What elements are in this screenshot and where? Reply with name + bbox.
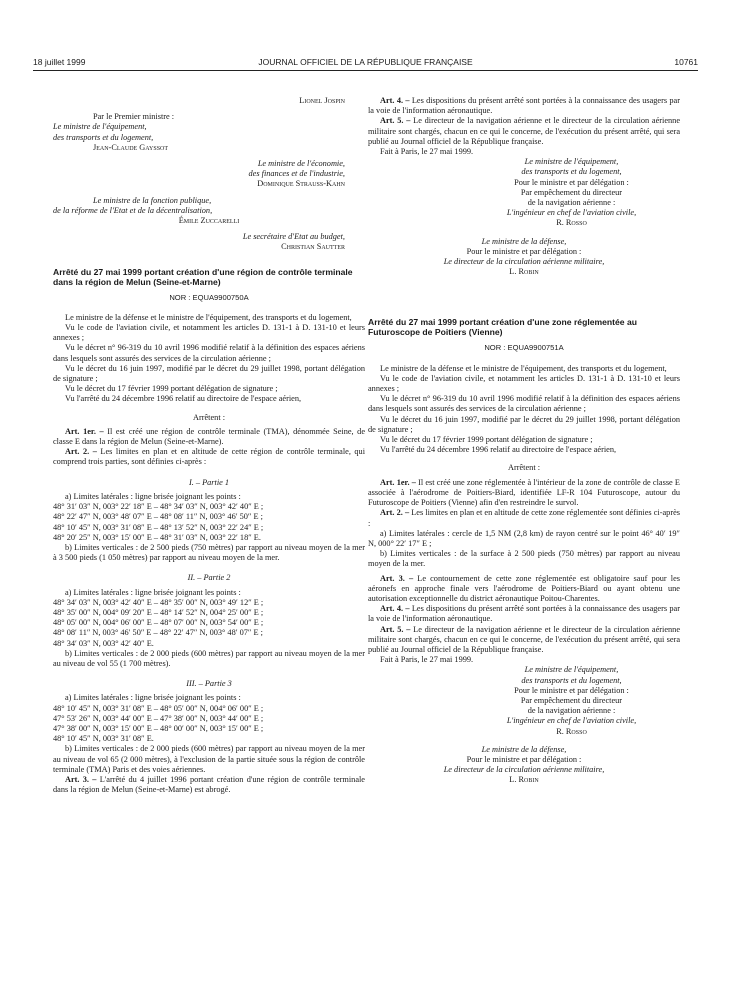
coordinate-line: 48° 35′ 00″ N, 004° 09′ 20″ E – 48° 14′ 52″ N, 004° 25′ 00″ E ;	[53, 607, 264, 617]
arretent-heading: Arrêtent :	[192, 412, 226, 422]
article-label: Art. 3. –	[380, 573, 414, 583]
signature-block	[53, 96, 365, 253]
signature-equipement	[368, 157, 680, 228]
visa-line: Vu le code de l'aviation civile, et notamment les articles D. 131-1 à D. 131-10 et leurs annexes ;	[53, 323, 365, 343]
signature-line: Le ministre de la défense,	[481, 236, 567, 246]
coordinate-line: 48° 31′ 03″ N, 003° 22′ 18″ E – 48° 34′ 03″ N, 003° 42′ 40″ E ;	[53, 502, 264, 512]
coordinate-line: 48° 10′ 45″ N, 003° 31′ 08″ E – 48° 05′ 00″ N, 004° 06′ 00″ E ;	[53, 703, 264, 713]
article-label: Art. 5. –	[380, 116, 411, 126]
article-text: Le directeur de la navigation aérienne et le directeur de la circulation aérienne militaire sont chargés, chacun en ce qui le concerne, de l'exécution du présent arrêté, qui sera publié au Journal officiel de la République française.	[368, 116, 681, 146]
article-4-b	[368, 604, 680, 624]
signature-line: Le ministre de l'équipement,	[53, 122, 147, 132]
article-2	[53, 447, 365, 467]
visa-line: Vu le code de l'aviation civile, et notamment les articles D. 131-1 à D. 131-10 et leurs annexes ;	[368, 373, 680, 394]
fait-a-paris: Fait à Paris, le 27 mai 1999.	[380, 147, 474, 157]
article-label: Art. 4. –	[380, 604, 410, 614]
signature-line: de la navigation aérienne :	[527, 706, 616, 716]
coordinate-line: 47° 53′ 26″ N, 003° 44′ 00″ E – 47° 38′ 00″ N, 003° 44′ 00″ E ;	[53, 713, 264, 723]
decree-title: Arrêté du 27 mai 1999 portant création d'une région de contrôle terminale dans la région de Melun (Seine-et-Marne)	[53, 266, 353, 287]
signature-line: Émile Zuccarelli	[178, 216, 240, 226]
article-label: Art. 2. –	[380, 508, 410, 518]
part-2-vertical: b) Limites verticales : de 2 000 pieds (600 mètres) par rapport au niveau moyen de la mer au niveau de vol 55 (1 700 mètres).	[53, 648, 365, 668]
article-label: Art. 2. –	[65, 447, 97, 457]
article-3	[53, 775, 365, 795]
article-3-b	[368, 574, 680, 605]
signature-line: Le ministre de la fonction publique,	[93, 195, 212, 205]
article-1	[53, 427, 365, 447]
nor-reference: NOR : EQUA9900750A	[169, 292, 249, 302]
signature-line: de la réforme de l'Etat et de la décentralisation,	[53, 205, 213, 215]
part-2-coordinates	[53, 598, 365, 649]
article-label: Art. 1er. –	[380, 477, 416, 487]
signature-line: Pour le ministre et par délégation :	[466, 246, 582, 256]
signature-line: Le secrétaire d'Etat au budget,	[242, 232, 345, 242]
part-3-vertical: b) Limites verticales : de 2 000 pieds (600 mètres) par rapport au niveau moyen de la mer au niveau de vol 65 (2 000 mètres), à l'exclusion de la partie située sous la région de contrôle terminale (TMA) Paris et des voies aériennes.	[53, 744, 365, 774]
article-label: Art. 3. –	[65, 774, 97, 784]
article-text: Le contournement de cette zone réglementée est obligatoire sauf pour les aéronefs en approche finale vers l'aérodrome de Poitiers-Biard ou ayant obtenu une autorisation exceptionnelle du district aéronautique Poitou-Charentes.	[368, 573, 681, 603]
visas-list-2	[368, 364, 680, 456]
visa-line: Vu le décret du 16 juin 1997, modifié par le décret du 29 juillet 1998, portant délégation de signature ;	[53, 363, 365, 384]
article-2-b	[368, 508, 680, 528]
signature-line: Le ministre de l'équipement,	[524, 157, 619, 167]
signature-line: des transports et du logement,	[53, 132, 154, 142]
coordinate-line: 48° 34′ 03″ N, 003° 42′ 40″ E – 48° 35′ 00″ N, 003° 49′ 12″ E ;	[53, 597, 264, 607]
article-label: Art. 4. –	[380, 96, 410, 105]
signature-line: Pour le ministre et par délégation :	[514, 685, 629, 695]
article-2-b-vertical: b) Limites verticales : de la surface à 2 500 pieds (750 mètres) par rapport au niveau moyen de la mer.	[368, 549, 680, 569]
part-1-vertical: b) Limites verticales : de 2 500 pieds (750 mètres) par rapport au niveau moyen de la mer à 3 500 pieds (1 050 mètres) par rapport au niveau moyen de la mer.	[53, 542, 365, 563]
article-5-b	[368, 625, 680, 656]
visa-line: Vu l'arrêté du 24 décembre 1996 relatif au directoire de l'espace aérien,	[380, 445, 617, 455]
header-rule	[33, 70, 698, 71]
signature-line: R. Rosso	[556, 218, 587, 228]
coordinate-line: 48° 20′ 25″ N, 003° 15′ 00″ E – 48° 31′ 03″ N, 003° 22′ 18″ E.	[53, 532, 261, 542]
article-text: L'arrêté du 4 juillet 1996 portant création d'une région de contrôle terminale dans la région de Melun (Seine-et-Marne) est abrogé.	[53, 774, 365, 795]
coordinate-line: 48° 22′ 47″ N, 003° 48′ 07″ E – 48° 08′ 11″ N, 003° 46′ 50″ E ;	[53, 512, 263, 522]
part-3-lateral: a) Limites latérales : ligne brisée joignant les points :	[65, 693, 241, 703]
visa-line: Le ministre de la défense et le ministre de l'équipement, des transports et du logement,	[380, 363, 667, 373]
signature-line: Jean-Claude Gayssot	[93, 142, 169, 152]
arretent-heading-2: Arrêtent :	[507, 463, 541, 473]
signature-line: Par empêchement du directeur	[520, 187, 623, 197]
header-date: 18 juillet 1999	[33, 57, 86, 67]
article-5	[368, 116, 680, 147]
coordinate-line: 48° 10′ 45″ N, 003° 31′ 08″ E – 48° 13′ 52″ N, 003° 22′ 24″ E ;	[53, 522, 264, 532]
signature-line: Le directeur de la circulation aérienne militaire,	[443, 257, 605, 267]
signature-line: L. Robin	[509, 775, 539, 785]
article-text: Les dispositions du présent arrêté sont portées à la connaissance des usagers par la voie de l'information aéronautique.	[368, 604, 681, 624]
part-1-title: I. – Partie 1	[188, 477, 230, 487]
article-text: Les limites en plan et en altitude de cette zone réglementée sont définies ci-après :	[368, 508, 680, 528]
article-label: Art. 5. –	[380, 624, 411, 634]
signature-line: des transports et du logement,	[521, 675, 622, 685]
visa-line: Vu le décret du 17 février 1999 portant délégation de signature ;	[380, 435, 593, 445]
signature-line: des finances et de l'industrie,	[248, 169, 345, 179]
fait-a-paris-2: Fait à Paris, le 27 mai 1999.	[380, 655, 474, 665]
signature-line: Par empêchement du directeur	[520, 695, 623, 705]
article-4	[368, 96, 680, 116]
article-text: Il est créé une zone réglementée à l'intérieur de la zone de contrôle de classe E associée à l'aérodrome de Poitiers-Biard, identifiée LF-R 104 Futuroscope, autour du Futuroscope de Poitiers (Vienne) afin d'en restreindre le survol.	[368, 477, 680, 508]
visa-line: Le ministre de la défense et le ministre de l'équipement, des transports et du logement,	[65, 312, 352, 322]
coordinate-line: 48° 10′ 45″ N, 003° 31′ 08″ E.	[53, 734, 154, 744]
signature-line: L'ingénieur en chef de l'aviation civile,	[506, 208, 637, 218]
signature-line: des transports et du logement,	[521, 167, 622, 177]
coordinate-line: 48° 05′ 00″ N, 004° 06′ 00″ E – 48° 07′ 00″ N, 003° 54′ 00″ E ;	[53, 618, 264, 628]
page-header	[33, 57, 698, 71]
visa-line: Vu le décret n° 96-319 du 10 avril 1996 modifié relatif à la définition des espaces aériens dans lesquels sont assurés des services de la circulation aérienne ;	[53, 343, 365, 363]
visa-line: Vu le décret du 16 juin 1997, modifié par le décret du 29 juillet 1998, portant délégation de signature ;	[368, 414, 680, 434]
signature-defense	[368, 237, 680, 278]
left-column	[53, 96, 365, 795]
signature-line: Pour le ministre et par délégation :	[466, 754, 582, 764]
signature-equipement-2	[368, 665, 680, 736]
coordinate-line: 47° 38′ 00″ N, 003° 15′ 00″ E – 48° 00′ 00″ N, 003° 15′ 00″ E ;	[53, 723, 264, 733]
visa-line: Vu l'arrêté du 24 décembre 1996 relatif au directoire de l'espace aérien,	[65, 394, 302, 404]
part-3-coordinates	[53, 704, 365, 745]
signature-defense-2	[368, 745, 680, 786]
header-page-number: 10761	[674, 57, 698, 67]
part-2-title: II. – Partie 2	[187, 573, 231, 583]
nor-reference-2: NOR : EQUA9900751A	[484, 343, 564, 353]
signature-line: Christian Sautter	[281, 242, 345, 252]
visa-line: Vu le décret n° 96-319 du 10 avril 1996 modifié relatif à la définition des espaces aériens dans lesquels sont assurés des services de la circulation aérienne ;	[368, 394, 680, 414]
header-journal-title: JOURNAL OFFICIEL DE LA RÉPUBLIQUE FRANÇAISE	[258, 57, 473, 67]
article-label: Art. 1er. –	[65, 426, 104, 436]
part-2-lateral: a) Limites latérales : ligne brisée joignant les points :	[65, 587, 241, 597]
signature-line: L. Robin	[509, 267, 539, 277]
right-column	[368, 96, 680, 786]
article-text: Il est créé une région de contrôle terminale (TMA), dénommée Seine, de classe E dans la région de Melun (Seine-et-Marne).	[53, 426, 366, 447]
article-1-b	[368, 478, 680, 509]
decree-title-2: Arrêté du 27 mai 1999 portant création d'une zone réglementée au Futuroscope de Poitiers (Vienne)	[368, 317, 638, 338]
article-text: Les limites en plan et en altitude de cette région de contrôle terminale, qui comprend trois parties, sont définies ci-après :	[53, 447, 366, 467]
signature-line: R. Rosso	[556, 726, 587, 736]
visas-list	[53, 313, 365, 405]
visa-line: Vu le décret du 17 février 1999 portant délégation de signature ;	[65, 384, 278, 394]
signature-line: Le ministre de l'équipement,	[524, 665, 619, 675]
signature-line: L'ingénieur en chef de l'aviation civile,	[506, 716, 637, 726]
part-1-coordinates	[53, 502, 365, 543]
signature-line: Le directeur de la circulation aérienne militaire,	[443, 765, 605, 775]
signature-line: Le ministre de la défense,	[481, 744, 567, 754]
signature-line: Le ministre de l'économie,	[257, 159, 345, 169]
signature-line: Dominique Strauss-Kahn	[257, 179, 345, 189]
part-1-lateral: a) Limites latérales : ligne brisée joignant les points :	[65, 491, 241, 501]
signature-line: de la navigation aérienne :	[527, 198, 616, 208]
part-3-title: III. – Partie 3	[186, 679, 232, 689]
article-text: Les dispositions du présent arrêté sont portées à la connaissance des usagers par la voie de l'information aéronautique.	[368, 96, 681, 116]
article-text: Le directeur de la navigation aérienne et le directeur de la circulation aérienne militaire sont chargés, chacun en ce qui le concerne, de l'exécution du présent arrêté, qui sera publié au Journal officiel de la République française.	[368, 624, 681, 654]
signature-line: Lionel Jospin	[299, 96, 345, 105]
article-2-b-lateral: a) Limites latérales : cercle de 1,5 NM (2,8 km) de rayon centré sur le point 46° 40′ 19″ N, 000° 22′ 17″ E ;	[368, 528, 680, 548]
coordinate-line: 48° 08′ 11″ N, 003° 46′ 50″ E – 48° 22′ 47″ N, 003° 48′ 07″ E ;	[53, 628, 263, 638]
signature-line: Par le Premier ministre :	[93, 112, 175, 122]
signature-line: Pour le ministre et par délégation :	[514, 177, 629, 187]
coordinate-line: 48° 34′ 03″ N, 003° 42′ 40″ E.	[53, 638, 154, 648]
